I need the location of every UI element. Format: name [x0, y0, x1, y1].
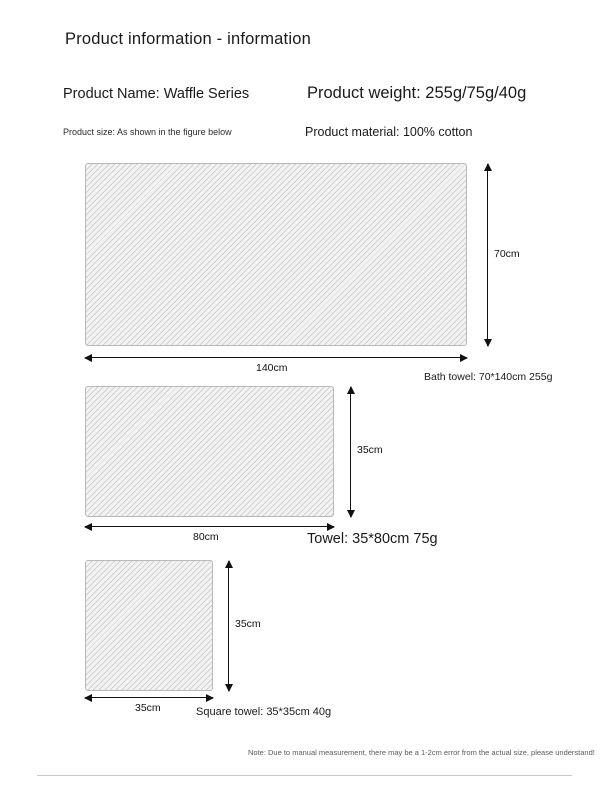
- towel-swatch: [85, 386, 334, 517]
- bath-towel-height-label: 70cm: [494, 248, 520, 260]
- square-towel-width-arrow: [85, 697, 213, 698]
- product-size-label: Product size: As shown in the figure below: [63, 127, 232, 137]
- square-towel-height-label: 35cm: [235, 618, 261, 630]
- product-weight-label: Product weight: 255g/75g/40g: [307, 84, 527, 102]
- bath-towel-caption: Bath towel: 70*140cm 255g: [424, 371, 553, 383]
- product-name-label: Product Name: Waffle Series: [63, 86, 250, 102]
- towel-height-arrow: [350, 387, 351, 517]
- square-towel-width-label: 35cm: [135, 702, 161, 714]
- bath-towel-height-arrow: [487, 164, 488, 346]
- measurement-note: Note: Due to manual measurement, there may be a 1-2cm error from the actual size, please understand!: [248, 748, 595, 757]
- bath-towel-width-label: 140cm: [256, 362, 288, 374]
- page-title: Product information - information: [65, 30, 311, 48]
- square-towel-swatch: [85, 560, 213, 691]
- square-towel-height-arrow: [228, 561, 229, 691]
- square-towel-caption: Square towel: 35*35cm 40g: [196, 706, 332, 718]
- towel-caption: Towel: 35*80cm 75g: [307, 531, 438, 547]
- footer-divider: [37, 775, 572, 776]
- product-material-label: Product material: 100% cotton: [305, 125, 473, 139]
- towel-width-label: 80cm: [193, 531, 219, 543]
- towel-width-arrow: [85, 526, 334, 527]
- bath-towel-width-arrow: [85, 357, 467, 358]
- bath-towel-swatch: [85, 163, 467, 346]
- towel-height-label: 35cm: [357, 444, 383, 456]
